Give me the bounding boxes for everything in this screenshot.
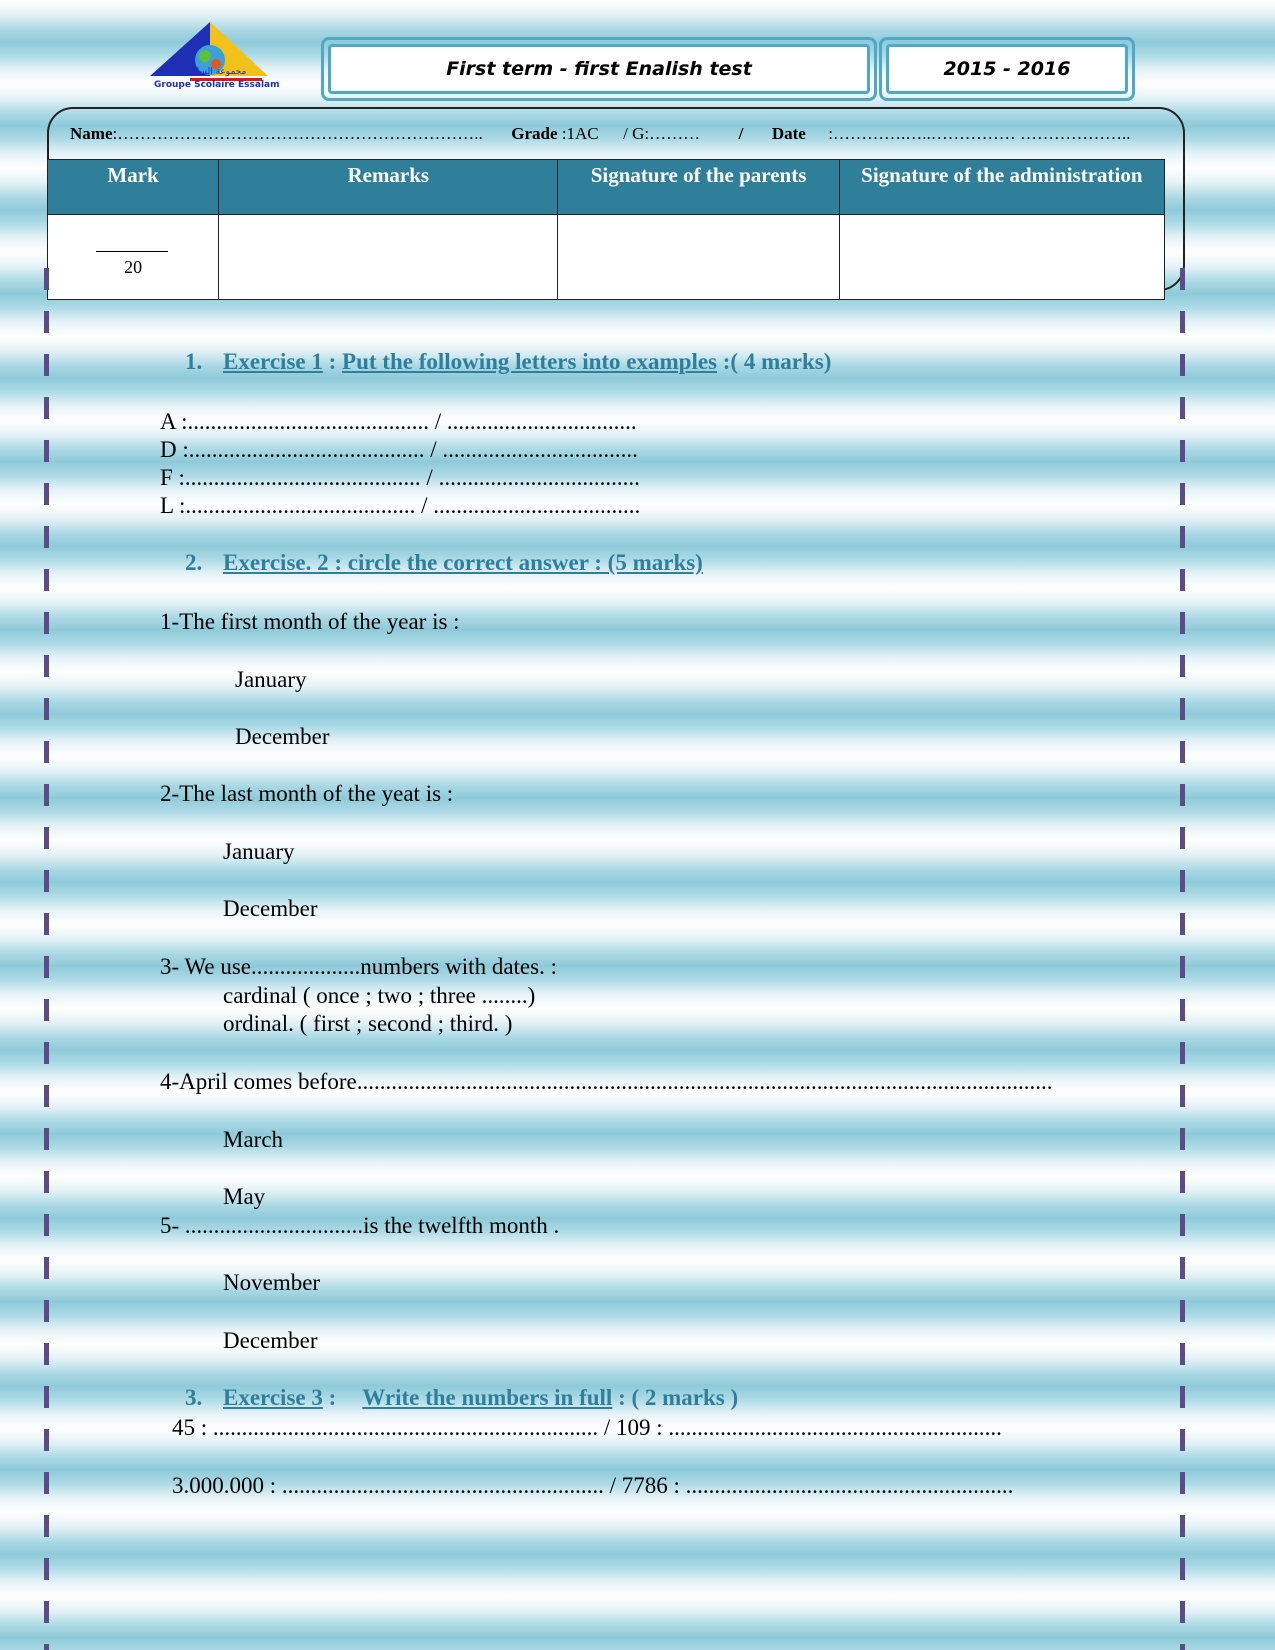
separator: / — [738, 124, 744, 143]
school-logo — [150, 18, 280, 94]
exercise2-q5-option-november[interactable]: November — [223, 1270, 321, 1295]
administration-signature-cell[interactable] — [839, 215, 1164, 300]
group-field[interactable]: / G:……… — [623, 124, 701, 143]
name-label: Name — [70, 124, 113, 143]
student-info-line — [70, 124, 1170, 144]
exercise1-line-f[interactable]: F :......................................... / ................................... — [160, 465, 640, 490]
exercise2-q2: 2-The last month of the yeat is : — [160, 781, 454, 806]
school-year-box — [879, 37, 1135, 101]
exercise2-q1-option-january[interactable]: January — [235, 667, 307, 692]
exercise1-line-a[interactable]: A :.......................................... / ................................. — [160, 409, 637, 434]
exercise3-marks: : ( 2 marks ) — [612, 1385, 739, 1410]
exercise2-title: Exercise. 2 : circle the correct answer : (5 marks) — [223, 550, 703, 575]
date-label: Date — [771, 124, 806, 143]
exercise3-number: 3. — [185, 1385, 203, 1410]
logo-arabic-text: مجموعة السلام للدراسة — [156, 67, 247, 77]
exercise2-q5-option-december[interactable]: December — [223, 1328, 318, 1353]
grade-table — [47, 159, 1165, 300]
exercise2-q1: 1-The first month of the year is : — [160, 609, 460, 634]
remarks-header: Remarks — [219, 160, 558, 215]
date-field[interactable]: :………….…..…………… ……………….. — [828, 124, 1131, 143]
exercise3-heading — [185, 1385, 738, 1411]
school-year: 2015 - 2016 — [886, 44, 1128, 94]
mark-total: 20 — [124, 257, 143, 277]
parents-signature-header: Signature of the parents — [558, 160, 839, 215]
exercise3-colon: : — [322, 1385, 337, 1410]
test-title-box — [321, 37, 877, 101]
grade-table-header — [48, 160, 1165, 215]
exercise2-q4: 4-April comes before......................................................................................................................... — [160, 1069, 1053, 1094]
exercise2-q2-option-january[interactable]: January — [223, 839, 295, 864]
test-title: First term - first Enalish test — [328, 44, 870, 94]
grade-table-row — [48, 215, 1165, 300]
exercise2-heading — [185, 550, 703, 576]
exercise2-q4-option-march[interactable]: March — [223, 1127, 284, 1152]
remarks-cell[interactable] — [219, 215, 558, 300]
exercise1-line-l[interactable]: L :........................................ / .................................... — [160, 493, 641, 518]
right-dashed-border — [1180, 268, 1185, 1650]
exercise1-colon: : — [322, 349, 343, 374]
exercise1-instruction: Put the following letters into examples — [342, 349, 718, 374]
exercise1-heading — [185, 349, 831, 375]
exercise2-q3-option-cardinal[interactable]: cardinal ( once ; two ; three ........) — [223, 983, 536, 1008]
exercise2-q4-option-may[interactable]: May — [223, 1184, 266, 1209]
exercise2-q1-option-december[interactable]: December — [235, 724, 330, 749]
grade-label: Grade — [511, 124, 558, 143]
exercise3-instruction: Write the numbers in full — [362, 1385, 613, 1410]
exercise2-q5: 5- ...............................is the twelfth month . — [160, 1213, 560, 1238]
exercise1-marks: :( 4 marks) — [717, 349, 832, 374]
exercise2-q2-option-december[interactable]: December — [223, 896, 318, 921]
exercise2-q3-option-ordinal[interactable]: ordinal. ( first ; second ; third. ) — [223, 1011, 513, 1036]
administration-signature-header: Signature of the administration — [839, 160, 1164, 215]
name-field[interactable]: :……………………………………………………….. — [112, 124, 483, 143]
mark-header: Mark — [48, 160, 219, 215]
exercise1-number: 1. — [185, 349, 203, 374]
exercise3-line-2[interactable]: 3.000.000 : ........................................................ / 7786 : ......................................................... — [172, 1473, 1014, 1498]
exercise2-number: 2. — [185, 550, 203, 575]
exercise3-line-1[interactable]: 45 : ................................................................... / 109 : .......................................................... — [172, 1415, 1002, 1440]
left-dashed-border — [44, 268, 49, 1650]
exercise3-title: Exercise 3 — [223, 1385, 323, 1410]
grade-value: :1AC — [561, 124, 599, 143]
exercise1-line-d[interactable]: D :......................................... / .................................. — [160, 437, 638, 462]
parents-signature-cell[interactable] — [558, 215, 839, 300]
exercise1-title: Exercise 1 — [223, 349, 323, 374]
logo-text: Groupe Scolaire Essalam — [154, 80, 280, 90]
mark-fraction-line — [96, 251, 168, 252]
exercise2-q3: 3- We use...................numbers with dates. : — [160, 954, 557, 979]
mark-cell[interactable] — [48, 215, 219, 300]
